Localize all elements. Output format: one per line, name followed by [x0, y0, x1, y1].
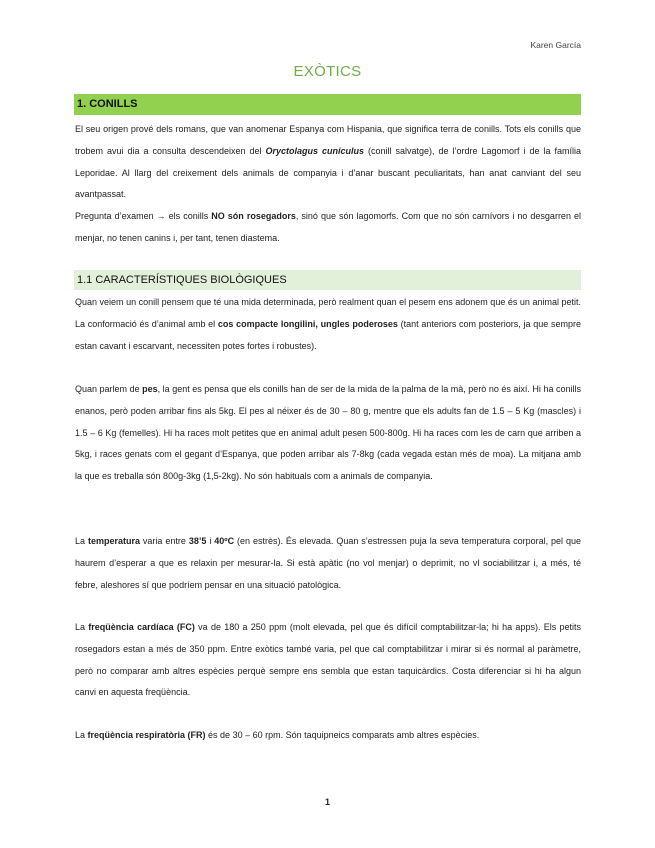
text-run: i [206, 536, 215, 546]
text-run: (en estrès). És elevada. Quan s’estressen puja la seva temperatura corporal, pel que haurem d’esperar a que es relaxin per mesurar-la. Si està apàtic (no vol menjar) o deprimit, no vl sociabilitzar i, a més, té febre, aleshores sí que podríem pensar en una situació patològica. [75, 536, 581, 590]
bold-text: temperatura [87, 536, 140, 546]
text-run: , la gent es pensa que els conills han de ser de la mida de la palma de la mà, però no és així. Hi ha conills enanos, però poden arribar fins als 5kg. El pes al néixer és de 30 – 80 g, mentre que els adults fan de 1.5 – 5 Kg (mascles) i 1.5 – 6 Kg (femelles). Hi ha races molt petites que en animal adult pesen 500-800g. Hi ha races com les de carn que arriben a 5kg, i races genats com el gegant d’Espanya, que poden arribar als 7-8kg (cada vegada estan més de moa). La mitjana amb la que es treballa són 800g-3kg (1,5-2kg). No són habituals com a animals de companyia. [75, 384, 582, 482]
section-heading-biological-characteristics: 1.1 CARACTERÍSTIQUES BIOLÒGIQUES [74, 270, 581, 290]
text-run: El seu origen prové dels romans, que van anomenar Espanya com Hispania, que significa terra de conills. Tots els conills que trobem avui dia a consulta descendeixen del [75, 124, 581, 156]
text-run: Quan parlem de [75, 384, 143, 394]
section-heading-conills: 1. CONILLS [74, 94, 581, 115]
text-run: (tant anteriors com posteriors, ja que sempre estan cavant i escarvant, necessiten potes fortes i robustes). [75, 318, 582, 351]
text-run: varia entre [139, 536, 189, 546]
paragraph-conformation [75, 292, 581, 357]
paragraph-origin [75, 119, 581, 206]
bold-text: pes [142, 384, 158, 394]
paragraph-temperature [75, 531, 581, 596]
text-run: La [75, 622, 89, 632]
paragraph-exam-question [75, 206, 581, 250]
bold-text: freqüència respiratòria (FR) [87, 730, 206, 740]
bold-text: 38’5 [188, 536, 207, 546]
text-run: (conill salvatge), de l’ordre Lagomorf i de la família Leporidae. Al llarg del creixement dels animals de companyia i d’anar buscant peculiaritats, han anat canviant del seu avantpassat. [75, 145, 581, 200]
text-run: La [75, 730, 88, 740]
text-run: Quan veiem un conill pensem que té una mida determinada, però realment quan el pesem ens adonem que és un animal petit. La conformació és d’animal amb el [75, 297, 581, 329]
paragraph-heart-rate [75, 617, 581, 704]
text-run: va de 180 a 250 ppm (molt elevada, pel que és difícil comptabilitzar-la; hi ha apps). Els petits rosegadors estan a més de 350 ppm. Entre exòtics també varia, pel que cal comptabilitzar i mirar si és normal al paràmetre, però no comparar amb altres espècies perquè sempre ens sembla que estan taquicàrdics. Costa diferenciar si hi ha algun canvi en aquesta freqüència. [75, 622, 582, 698]
bold-text: cos compacte longilini, ungles poderoses [217, 318, 398, 329]
author-name: Karen García [530, 40, 581, 50]
bold-text: NO són rosegadors [211, 211, 296, 221]
paragraph-weight [75, 379, 581, 488]
document-title: EXÒTICS [293, 63, 362, 80]
text-run: , sinó que són lagomorfs. Com que no són carnívors i no desgarren el menjar, no tenen canins i, per tant, tenen diastema. [75, 211, 581, 243]
page-number: 1 [324, 797, 330, 807]
bold-text: 40ºC [214, 536, 235, 546]
paragraph-respiratory-rate [75, 725, 581, 747]
bold-text: freqüència cardíaca (FC) [88, 622, 195, 632]
species-name: Oryctolagus cuniculus [265, 145, 365, 156]
text-run: La [75, 536, 88, 546]
text-run: és de 30 – 60 rpm. Són taquipneics comparats amb altres espècies. [205, 730, 480, 740]
text-run: Pregunta d’examen → els conills [75, 211, 212, 221]
